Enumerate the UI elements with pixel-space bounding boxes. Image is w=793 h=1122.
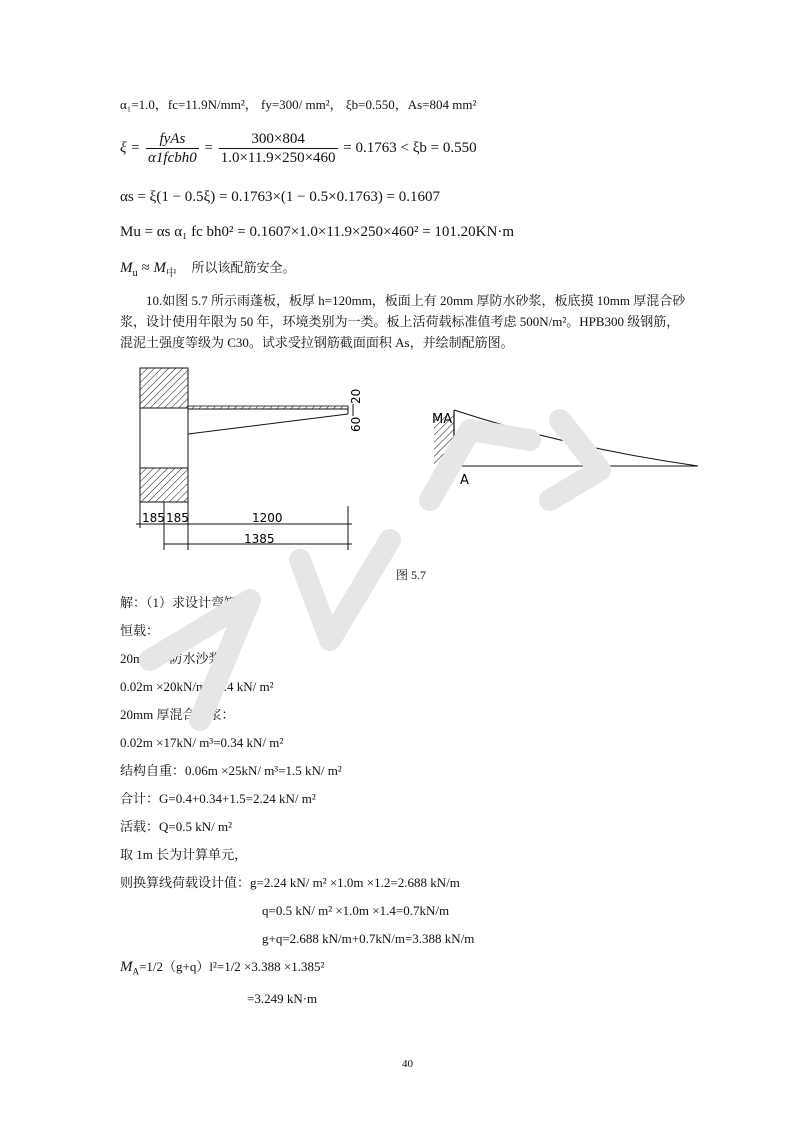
line-mixed-calc: 0.02m ×17kN/ m³=0.34 kN/ m² (120, 735, 284, 750)
figure-5-7 (120, 360, 720, 560)
line-unit-strip: 取 1m 长为计算单元， (120, 847, 248, 862)
line-q-design: q=0.5 kN/ m² ×1.0m ×1.4=0.7kN/m (262, 903, 450, 918)
dim-1385: 1385 (244, 532, 275, 546)
xi-frac1-numerator: fyAs (146, 130, 199, 149)
line-total-dead: 合计：G=0.4+0.34+1.5=2.24 kN/ m² (120, 791, 316, 806)
xi-result: = 0.1763 < ξb = 0.550 (343, 139, 477, 156)
alpha-s-formula: αs = ξ(1 − 0.5ξ) = 0.1763×(1 − 0.5×0.1763) = 0.1607 (120, 189, 441, 205)
wall-bottom-hatch (140, 468, 188, 502)
mu-conclusion: $M_u \approx M_中$ 所以该配筋安全。 (120, 260, 296, 279)
mu-conclusion-text: 所以该配筋安全。 (191, 260, 296, 275)
moment-curve (454, 410, 698, 466)
line-waterproof-mortar: 20mm 厚防水沙浆： (120, 651, 235, 666)
page-number: 40 (402, 1058, 413, 1070)
label-ma: MA (432, 412, 453, 427)
dim-20: 20 (349, 388, 363, 404)
xi-lhs: ξ = (120, 139, 141, 156)
dead-load-heading: 恒载： (120, 623, 160, 638)
solution-heading: 解：（1）求设计弯矩： (120, 595, 251, 610)
parameter-line: α₁=1.0，fc=11.9N/mm²， fy=300/ mm²， ξb=0.550，As=804 mm² (120, 97, 477, 112)
xi-frac1-denominator: α1fcbh0 (148, 150, 197, 166)
dim-1200: 1200 (252, 511, 283, 525)
line-live-load: 活载：Q=0.5 kN/ m² (120, 819, 232, 834)
line-ma-result: =3.249 kN·m (247, 991, 318, 1006)
canopy-bottom (188, 414, 348, 434)
xi-formula: ξ = $\frac{\text{fyAs}}{\text{α1fcbh0}}$ = $\frac{300\times 804}{1.0\times 11.9\times 250\times 460}$ = 0.1763 < ξb = 0.550 (120, 131, 477, 166)
dim-60: 60 (349, 416, 363, 432)
xi-frac2-numerator: 300×804 (219, 130, 338, 149)
label-a: A (460, 473, 469, 488)
xi-frac2-denominator: 1.0×11.9×250×460 (220, 150, 336, 166)
wall-top-hatch (140, 368, 188, 408)
xi-fraction-2 (219, 130, 338, 167)
line-mixed-mortar: 20mm 厚混合沙浆： (120, 707, 235, 722)
dim-185-a: 185 (142, 511, 165, 525)
ma-formula-text: =1/2（g+q）l²=1/2 ×3.388 ×1.385² (139, 959, 325, 974)
line-ma-formula: $M_A=1/2(g+q)l^2=1/2 \times 3.388 \times 1.385^2$ (120, 959, 325, 977)
problem-statement: 10.如图 5.7 所示雨蓬板，板厚 h=120mm，板面上有 20mm 厚防水砂浆，板底摸 10mm 厚混合砂浆，设计使用年限为 50 年，环境类别为一类。板上活荷载标准值考虑 500N/m²。HPB300 级钢筋，混泥土强度等级为 C30。试求受拉钢筋截面面积 As，并绘制配筋图。 (120, 293, 686, 350)
figure-caption: 图 5.7 (396, 568, 427, 582)
line-waterproof-calc: 0.02m ×20kN/m³=0.4 kN/ m² (120, 679, 274, 694)
mu-formula: Mu = αs α₁ fc bh0² = 0.1607×1.0×11.9×250×460² = 101.20KN·m (120, 224, 515, 240)
line-gq-design: g+q=2.688 kN/m+0.7kN/m=3.388 kN/m (262, 931, 475, 946)
xi-fraction-1 (146, 130, 199, 167)
wall-middle (140, 408, 188, 468)
line-g-design: 则换算线荷载设计值：g=2.24 kN/ m² ×1.0m ×1.2=2.688 kN/m (120, 875, 460, 890)
dim-185-b: 185 (166, 511, 189, 525)
line-self-weight: 结构自重：0.06m ×25kN/ m³=1.5 kN/ m² (120, 763, 342, 778)
